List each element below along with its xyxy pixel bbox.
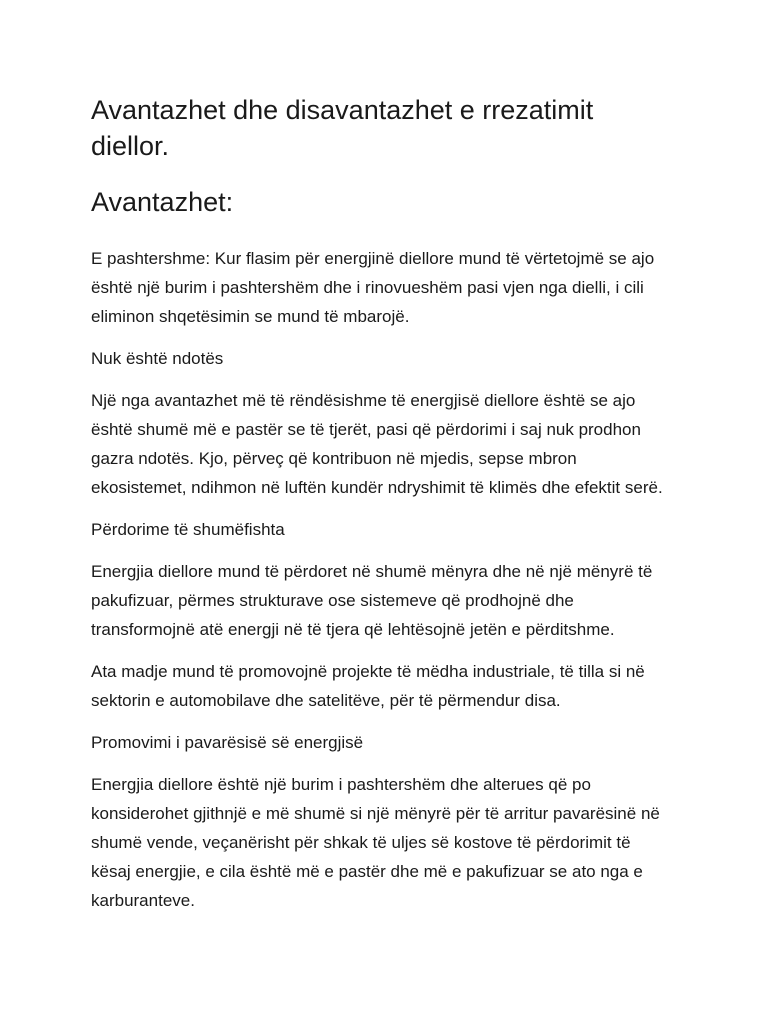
document-title: Avantazhet dhe disavantazhet e rrezatimit diellor.	[91, 95, 594, 161]
paragraph-multiple-uses: Energjia diellore mund të përdoret në shumë mënyra dhe në një mënyrë të pakufizuar, përmes strukturave ose sistemeve që prodhojnë dhe transformojnë atë energji në të tjera që lehtësojnë jetën e përditshme.	[91, 562, 653, 639]
label-energy-independence: Promovimi i pavarësisë së energjisë	[91, 733, 364, 752]
label-not-polluting: Nuk është ndotës	[91, 349, 224, 368]
section-heading-advantages: Avantazhet:	[91, 187, 234, 217]
paragraph-inexhaustible: E pashtershme: Kur flasim për energjinë diellore mund të vërtetojmë se ajo është një burim i pashtershëm dhe i rinovueshëm pasi vjen nga dielli, i cili eliminon shqetësimin se mund të mbarojë.	[91, 249, 655, 326]
paragraph-not-polluting: Një nga avantazhet më të rëndësishme të energjisë diellore është se ajo është shumë më e pastër se të tjerët, pasi që përdorimi i saj nuk prodhon gazra ndotës. Kjo, përveç që kontribuon në mjedis, sepse mbron ekosistemet, ndihmon në luftën kundër ndryshimit të klimës dhe efektit serë.	[91, 391, 663, 497]
label-multiple-uses: Përdorime të shumëfishta	[91, 520, 285, 539]
paragraph-industrial-projects: Ata madje mund të promovojnë projekte të mëdha industriale, të tilla si në sektorin e automobilave dhe satelitëve, për të përmendur disa.	[91, 662, 645, 710]
paragraph-energy-independence: Energjia diellore është një burim i pashtershëm dhe alterues që po konsiderohet gjithnjë e më shumë si një mënyrë për të arritur pavarësinë në shumë vende, veçanërisht për shkak të uljes së kostove të përdorimit të kësaj energjie, e cila është më e pastër dhe më e pakufizuar se ato nga e karburanteve.	[91, 775, 660, 910]
